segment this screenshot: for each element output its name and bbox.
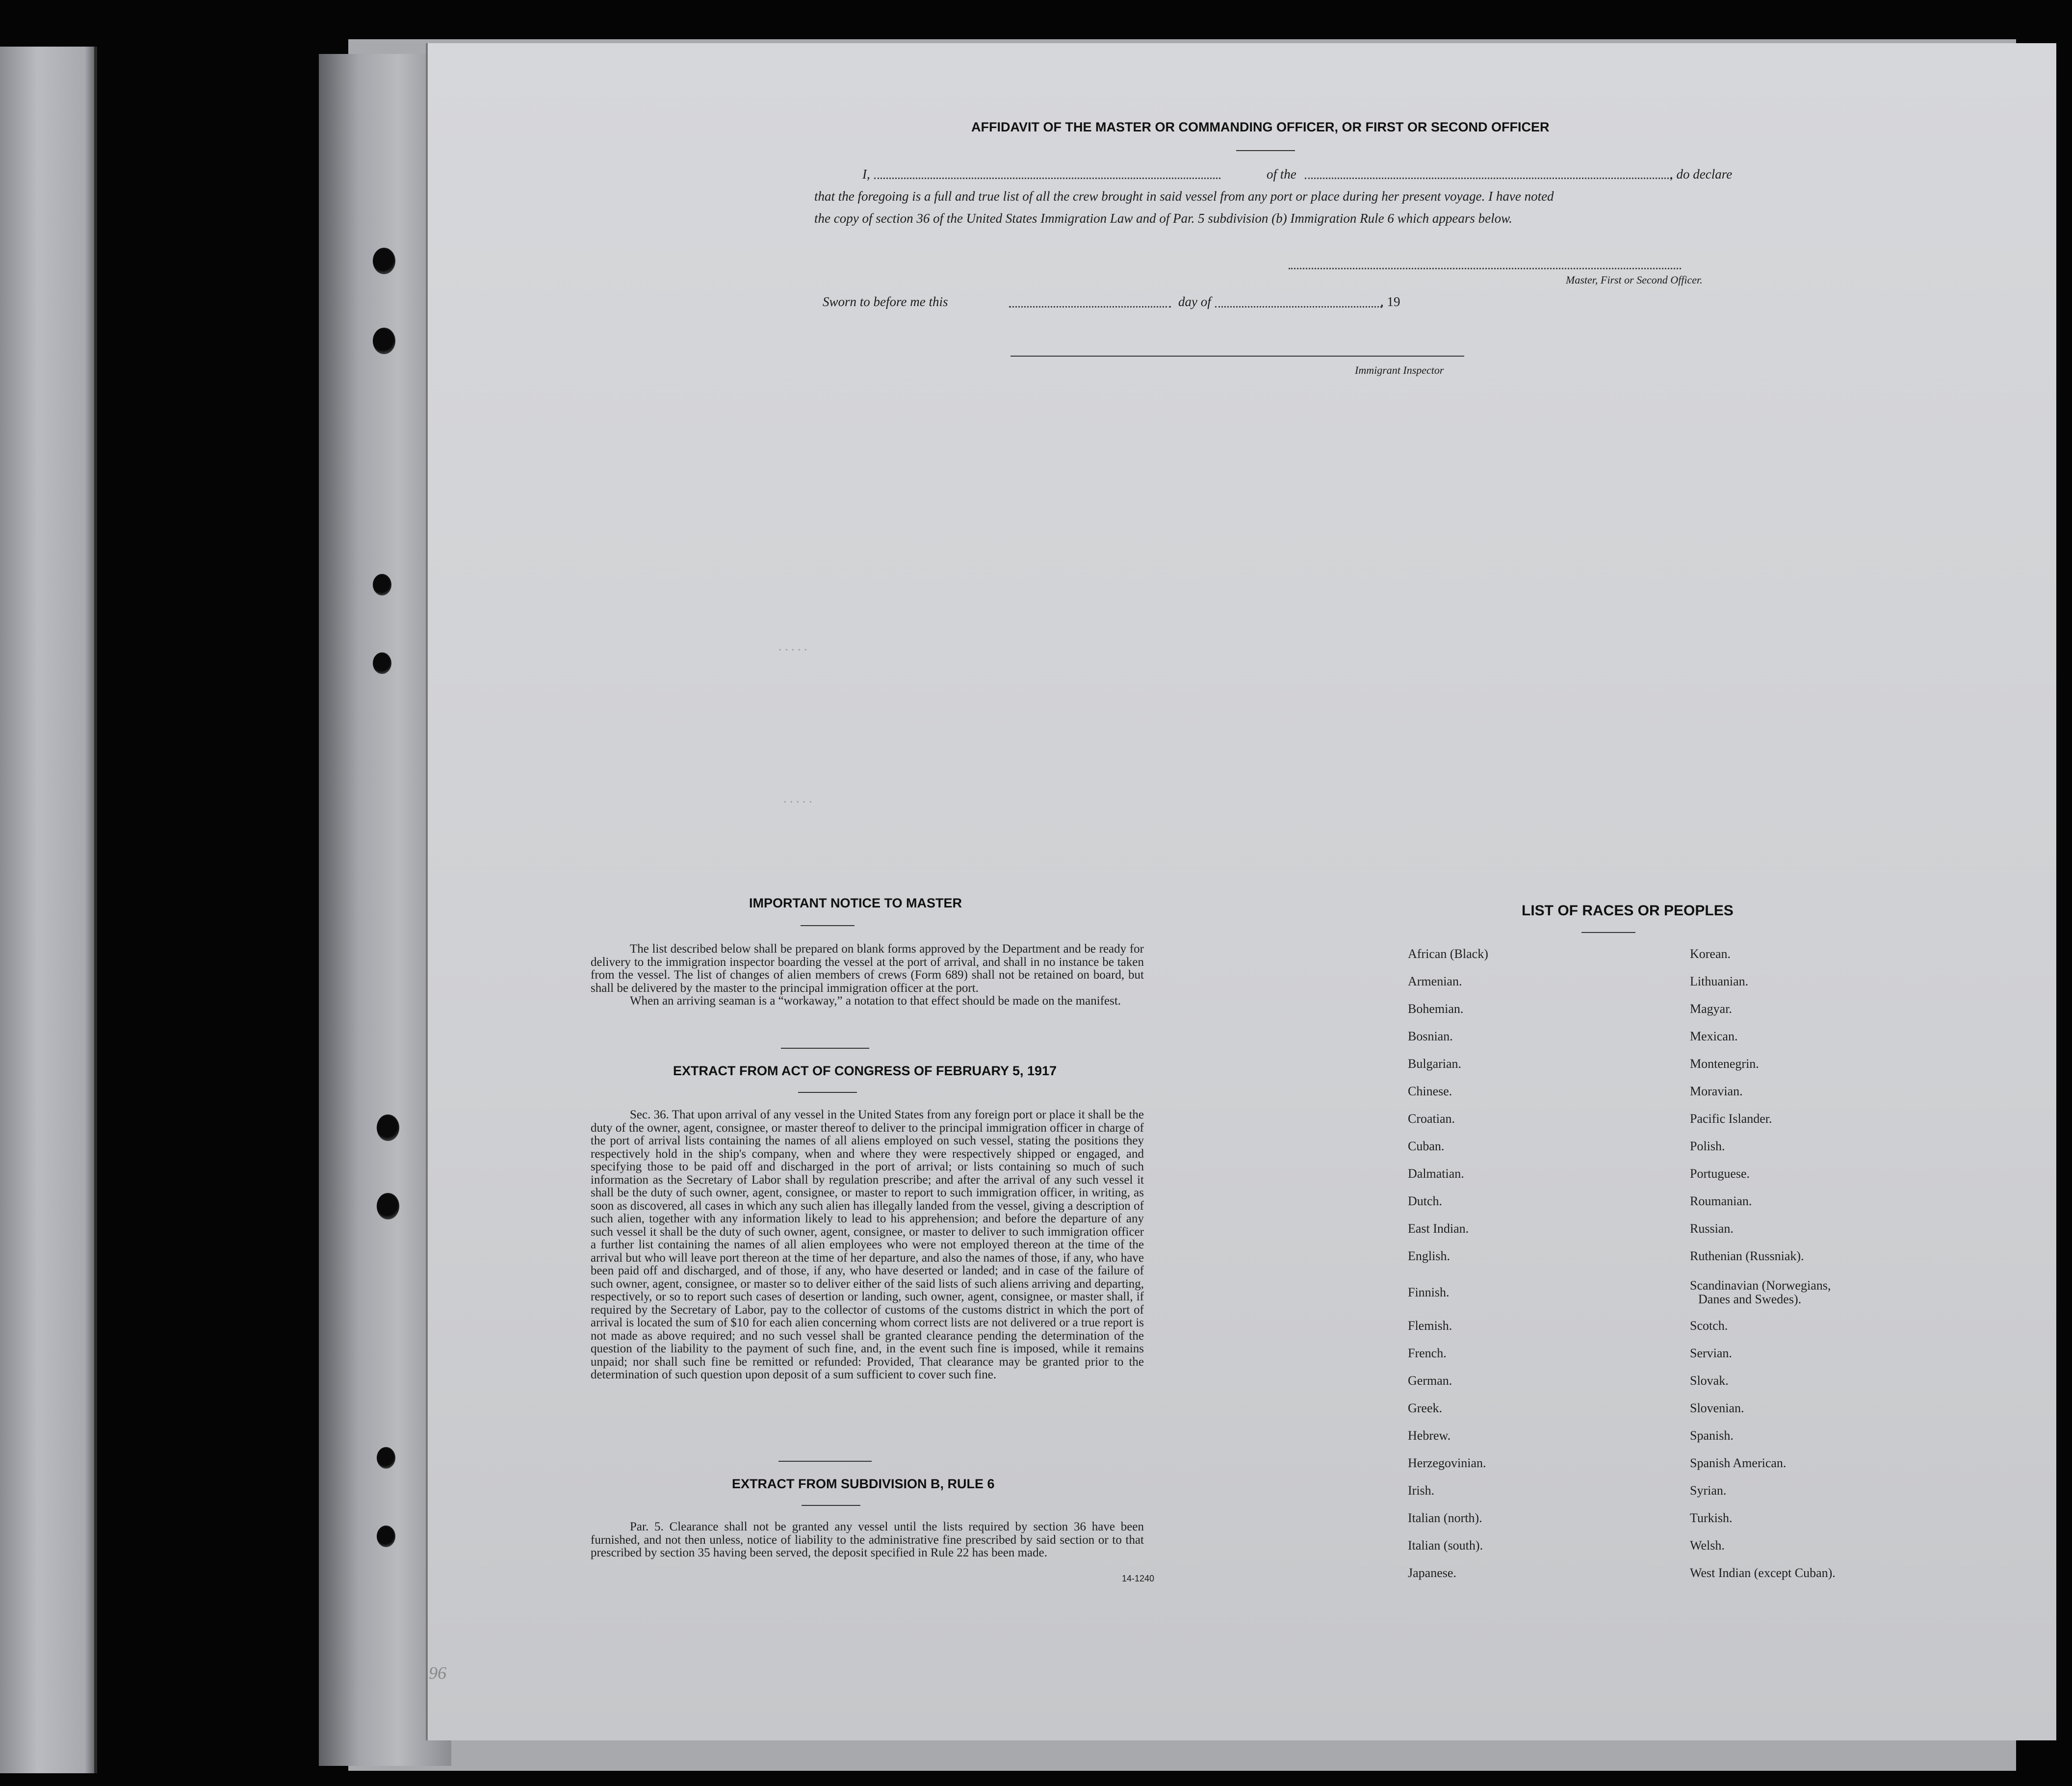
race-item: Dalmatian.	[1408, 1166, 1464, 1181]
name-blank	[874, 178, 1220, 179]
race-item: Slovak.	[1690, 1373, 1729, 1388]
race-item: Italian (south).	[1408, 1538, 1483, 1553]
year-text: , 19	[1380, 294, 1400, 309]
affidavit-of-the: of the	[1267, 167, 1296, 181]
races-title: LIST OF RACES OR PEOPLES	[1522, 903, 1734, 919]
act-title: EXTRACT FROM ACT OF CONGRESS OF FEBRUARY 5, 1917	[673, 1063, 1057, 1078]
race-item: East Indian.	[1408, 1221, 1469, 1236]
race-item: Pacific Islander.	[1690, 1112, 1772, 1126]
binder-hole	[377, 1447, 395, 1469]
document-page	[428, 43, 2056, 1740]
notice-para-2: When an arriving seaman is a “workaway,” a notation to that effect should be made on the manifest.	[630, 994, 1121, 1008]
race-item: Japanese.	[1408, 1566, 1456, 1580]
race-item: Ruthenian (Russniak).	[1690, 1249, 1804, 1263]
binder-hole	[373, 574, 391, 595]
sworn-day-blank	[1009, 306, 1171, 308]
race-item: Bulgarian.	[1408, 1057, 1462, 1071]
race-item: Flemish.	[1408, 1319, 1452, 1333]
act-rule	[798, 1092, 857, 1093]
race-item: Greek.	[1408, 1401, 1443, 1415]
binder-hole	[377, 1193, 399, 1219]
section-divider	[781, 1048, 869, 1049]
adjacent-page-left	[0, 47, 94, 1773]
notice-para-1: The list described below shall be prepared on blank forms approved by the Department and be ready for delivery to the immigration inspector boarding the vessel at the port of arrival, and shall in no instance be taken from the vessel. The list of changes of alien members of crews (Form 689) shall not be retained on board, but shall be delivered by the master to the principal immigration officer at the port.	[591, 942, 1144, 995]
binder-hole	[373, 248, 395, 274]
section-divider	[778, 1461, 872, 1462]
notice-title: IMPORTANT NOTICE TO MASTER	[749, 896, 962, 910]
race-item: Scotch.	[1690, 1319, 1728, 1333]
show-through-dots: . . . . .	[783, 791, 812, 805]
affidavit-line3: the copy of section 36 of the United States Immigration Law and of Par. 5 subdivision (b) Immigration Rule 6 which appears below.	[814, 211, 1512, 226]
race-item: Irish.	[1408, 1483, 1435, 1498]
race-item: Bosnian.	[1408, 1029, 1453, 1043]
binder-hole	[373, 328, 395, 354]
race-item: Turkish.	[1690, 1511, 1733, 1525]
race-item: African (Black)	[1408, 947, 1488, 961]
vessel-blank	[1305, 178, 1672, 179]
race-item: Moravian.	[1690, 1084, 1743, 1098]
race-item: Croatian.	[1408, 1112, 1455, 1126]
inspector-signature-line	[1010, 356, 1464, 357]
race-item: German.	[1408, 1373, 1452, 1388]
race-item: Roumanian.	[1690, 1194, 1752, 1208]
race-item: Bohemian.	[1408, 1002, 1464, 1016]
rule-rule	[802, 1505, 860, 1506]
race-item: Montenegrin.	[1690, 1057, 1759, 1071]
rule-body	[591, 1521, 1144, 1560]
race-item: Scandinavian (Norwegians,	[1690, 1278, 1831, 1293]
race-item: Dutch.	[1408, 1194, 1443, 1208]
race-item: Magyar.	[1690, 1002, 1732, 1016]
binder-hole	[377, 1114, 399, 1141]
act-body	[591, 1109, 1144, 1382]
act-section-36: Sec. 36. That upon arrival of any vessel in the United States from any foreign port or place it shall be the duty of the owner, agent, consignee, or master thereof to deliver to the principal immigration officer in charge of the port of arrival lists containing the names of all aliens employed on such vessel, stating the positions they respectively hold in the ship's company, when and where they were respectively shipped or engaged, and specifying those to be paid off and discharged in the port of arrival; or lists containing so much of such information as the Secretary of Labor shall by regulation prescribe; and after the arrival of any such vessel it shall be the duty of such owner, agent, consignee, or master to report to such immigration officer, in writing, as soon as discovered, all cases in which any such alien has illegally landed from the vessel, giving a description of such alien, together with any information likely to lead to his apprehension; and before the departure of any such vessel it shall be the duty of such owner, agent, consignee, or master to deliver to such immigration officer a further list containing the names of all alien employees who were not employed thereon at the time of the arrival but who will leave port thereon at the time of her departure, and also the names of those, if any, who have been paid off and discharged, and of those, if any, who have deserted or landed; and in case of the failure of such owner, agent, consignee, or master so to deliver either of the said lists of such aliens arriving and departing, respectively, or so to report such cases of desertion or landing, such owner, agent, consignee, or master shall, if required by the Secretary of Labor, pay to the collector of customs of the customs district in which the port of arrival is located the sum of $10 for each alien concerning whom correct lists are not delivered or a true report is not made as above required; and no such vessel shall be granted clearance pending the determination of the question of the liability to the payment of such fine, and, in the event such fine is imposed, while it remains unpaid; nor shall such fine be remitted or refunded: Provided, That clearance may be granted prior to the determination of such question upon deposit of a sum sufficient to cover such fine.	[591, 1108, 1144, 1381]
binder-hole	[373, 652, 391, 674]
affidavit-title: AFFIDAVIT OF THE MASTER OR COMMANDING OFFICER, OR FIRST OR SECOND OFFICER	[971, 120, 1550, 134]
race-item: Cuban.	[1408, 1139, 1445, 1153]
race-item: Danes and Swedes).	[1698, 1292, 1802, 1306]
race-item: Spanish American.	[1690, 1456, 1787, 1470]
race-item: Polish.	[1690, 1139, 1725, 1153]
race-item: Syrian.	[1690, 1483, 1727, 1498]
rule-par-5: Par. 5. Clearance shall not be granted any vessel until the lists required by section 36 have been furnished, and not then unless, notice of liability to the administrative fine prescribed by said section or to that prescribed by section 35 having been served, the deposit specified in Rule 22 has been made.	[591, 1520, 1144, 1559]
race-item: Lithuanian.	[1690, 974, 1749, 988]
race-item: Portuguese.	[1690, 1166, 1750, 1181]
affidavit-i: I,	[862, 167, 870, 181]
race-item: Korean.	[1690, 947, 1731, 961]
race-item: Chinese.	[1408, 1084, 1452, 1098]
form-number: 14-1240	[1122, 1574, 1155, 1583]
races-rule	[1581, 932, 1635, 933]
race-item: Russian.	[1690, 1221, 1734, 1236]
title-rule	[1236, 150, 1295, 151]
master-caption: Master, First or Second Officer.	[1566, 274, 1703, 286]
notice-rule	[801, 925, 855, 926]
race-item: Servian.	[1690, 1346, 1732, 1360]
race-item: Hebrew.	[1408, 1428, 1451, 1443]
race-item: Finnish.	[1408, 1285, 1450, 1299]
show-through-dots: . . . . .	[778, 639, 807, 653]
race-item: English.	[1408, 1249, 1450, 1263]
race-item: Slovenian.	[1690, 1401, 1744, 1415]
master-signature-line	[1289, 268, 1681, 269]
affidavit-line2: that the foregoing is a full and true list of all the crew brought in said vessel from any port or place during her present voyage. I have noted	[814, 189, 1554, 204]
race-item: Mexican.	[1690, 1029, 1738, 1043]
notice-body	[591, 943, 1144, 1008]
sworn-text: Sworn to before me this	[823, 294, 948, 309]
race-item: Spanish.	[1690, 1428, 1734, 1443]
rule-title: EXTRACT FROM SUBDIVISION B, RULE 6	[732, 1476, 995, 1491]
race-item: West Indian (except Cuban).	[1690, 1566, 1836, 1580]
race-item: Herzegovinian.	[1408, 1456, 1486, 1470]
race-item: Welsh.	[1690, 1538, 1725, 1553]
race-item: Italian (north).	[1408, 1511, 1482, 1525]
corner-mark: 96	[429, 1663, 447, 1683]
binder-hole	[377, 1526, 395, 1547]
affidavit-declare: , do declare	[1670, 167, 1733, 181]
day-of-text: day of	[1178, 294, 1211, 309]
race-item: Armenian.	[1408, 974, 1462, 988]
race-item: French.	[1408, 1346, 1447, 1360]
inspector-caption: Immigrant Inspector	[1355, 364, 1444, 376]
sworn-month-blank	[1215, 306, 1382, 308]
